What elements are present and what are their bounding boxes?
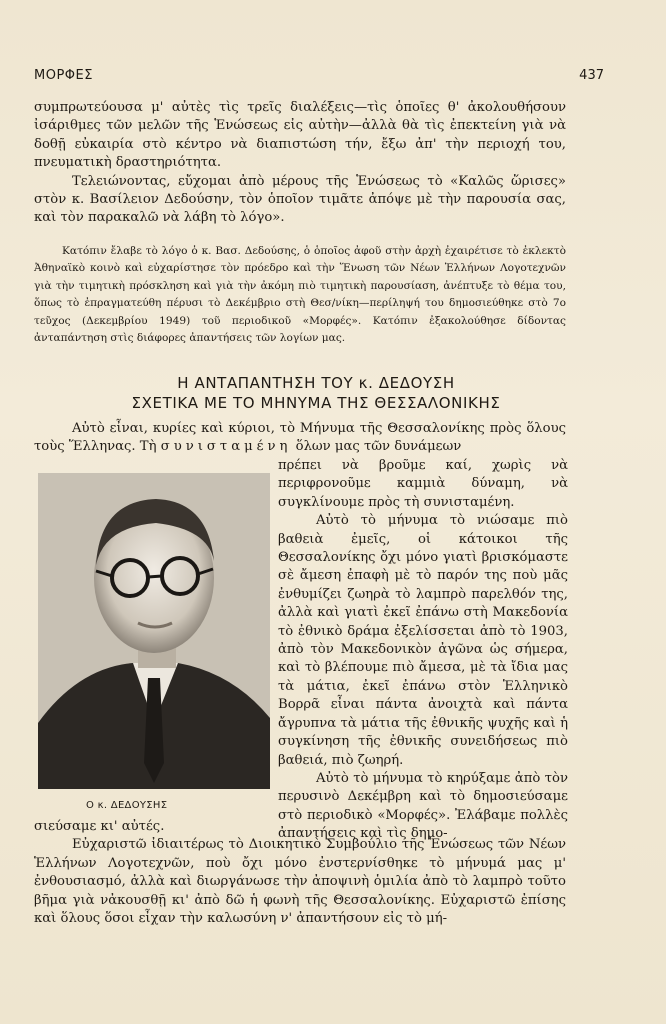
body-p1-start: Αὐτὸ εἶναι, κυρίες καὶ κύριοι, τὸ Μήνυμα τῆς Θεσσαλονίκης πρὸς ὅλους τοὺς Ἕλληνας. Τὴ bbox=[34, 421, 566, 455]
body-paragraph-4: Εὐχαριστῶ ἰδιαιτέρως τὸ Διοικητικὸ Συμβούλιο τῆς Ἑνώσεως τῶν Νέων Ἑλλήνων Λογοτεχνῶν, ποὺ ὄχι μόνο ἐνστερνίσθηκε τὸ μήνυμά μας μ' ἐνθουσιασμό, ἀλλὰ καὶ διωργάνωσε τὴν ἀποψινὴ ὁμιλία ἀπὸ τὸ λαμπρὸ τοῦτο βῆμα γιὰ νἀκουσθῇ κι' ἀπὸ δῶ ἡ φωνὴ τῆς Θεσσαλονίκης. Εὐχαριστῶ ἐπίσης καὶ ὅλους ὅσοι εἶχαν τὴν καλωσύνη ν' ἀπαντήσουν εἰς τὸ μή- bbox=[34, 837, 566, 927]
journal-title: ΜΟΡΦΕΣ bbox=[34, 68, 93, 83]
editorial-note bbox=[34, 243, 566, 347]
portrait-photo bbox=[38, 473, 270, 789]
body-paragraph-2: Αὐτὸ τὸ μήνυμα τὸ νιώσαμε πιὸ βαθειὰ ἐμεῖς, οἱ κάτοικοι τῆς Θεσσαλονίκης ὄχι μόνο γιατὶ βρισκόμαστε σὲ ἄμεση ἐπαφὴ μὲ τὸ παρόν της ποὺ μᾶς ἐνθυμίζει ζωηρὰ τὸ λαμπρὸ παρελθόν της, ἀλλὰ καὶ γιατὶ ἐκεῖ ἐπάνω στὴ Μακεδονία τὸ ἐθνικὸ δράμα ἐξελίσσεται ἀπὸ τὸ 1903, ἀπὸ τὸν Μακεδονικὸν ἀγῶνα ὡς σήμερα, καὶ τὸ βλέπουμε πιὸ ἄμεσα, μὲ τὰ ἴδια μας τὰ μάτια, ἐκεῖ ἐπάνω στὸν Ἑλληνικὸ Βορρᾶ εἶναι πάντα ἀνοιχτὰ καὶ πάντα ἄγρυπνα τὰ μάτια τῆς ἐθνικῆς ψυχῆς καὶ ἡ συγκίνηση τῆς ἐθνικῆς συνειδήσεως πιὸ βαθειά, πιὸ ζωηρή. bbox=[278, 513, 568, 768]
body-closing bbox=[34, 818, 566, 928]
heading-line-2: ΣΧΕΤΙΚΑ ΜΕ ΤΟ ΜΗΝΥΜΑ ΤΗΣ ΘΕΣΣΑΛΟΝΙΚΗΣ bbox=[131, 394, 501, 412]
right-column-text bbox=[278, 457, 568, 844]
body-p3-end: σιεύσαμε κι' αὐτές. bbox=[34, 819, 165, 834]
body-p1-spaced-word: συνισταμένη bbox=[160, 439, 292, 455]
article-heading bbox=[34, 373, 598, 413]
portrait-illustration bbox=[38, 473, 270, 789]
body-paragraph-1 bbox=[34, 420, 566, 457]
body-paragraph-3: Αὐτὸ τὸ μήνυμα τὸ κηρύξαμε ἀπὸ τὸν περυσινὸ Δεκέμβρη καὶ τὸ δημοσιεύσαμε στὸ περιοδικὸ «Μορφές». Ἐλάβαμε πολλὲς ἀπαντήσεις καὶ τὶς δημο- bbox=[278, 770, 568, 842]
intro-paragraph-2: Τελειώνοντας, εὔχομαι ἀπὸ μέρους τῆς Ἑνώσεως τὸ «Καλῶς ὥρισες» στὸν κ. Βασίλειον Δεδούσην, τὸν ὁποῖον τιμᾶτε ἀπόψε μὲ τὴν παρουσία σας, καὶ τὸν παρακαλῶ νὰ λάβη τὸ λόγο». bbox=[34, 173, 566, 226]
note-paragraph: Κατόπιν ἔλαβε τὸ λόγο ὁ κ. Βασ. Δεδούσης, ὁ ὁποῖος ἀφοῦ στὴν ἀρχὴ ἐχαιρέτισε τὸ ἐκλεκτὸ Ἀθηναϊκὸ κοινὸ καὶ εὐχαρίστησε τὸν πρόεδρο καὶ τὴν Ἕνωση τῶν Νέων Ἑλλήνων Λογοτεχνῶν γιὰ τὴν τιμητικὴ πρόσκληση καὶ γιὰ τὴν ἀκόμη πιὸ τιμητικὴ παρουσίαση, ἀνέπτυξε τὸ θέμα του, ὅπως τὸ ἐπραγματεύθη πέρυσι τὸ Δεκέμβριο στὴ Θεσ/νίκη—περίληψή του δημοσιεύθηκε στὸ 7ο τεῦχος (Δεκεμβρίου 1949) τοῦ περιοδικοῦ «Μορφές». Κατόπιν ἐξακολούθησε δίδοντας ἀνταπάντηση στὶς διάφορες ἀπαντήσεις τῶν λογίων μας. bbox=[34, 245, 566, 345]
photo-caption: Ο κ. ΔΕΔΟΥΣΗΣ bbox=[86, 800, 168, 811]
heading-line-1: Η ΑΝΤΑΠΑΝΤΗΣΗ ΤΟΥ κ. ΔΕΔΟΥΣΗ bbox=[177, 374, 455, 392]
intro-paragraph-1: συμπρωτεύουσα μ' αὐτὲς τὶς τρεῖς διαλέξεις—τὶς ὁποῖες θ' ἀκολουθήσουν ἰσάριθμες τῶν μελῶν τῆς Ἑνώσεως εἰς αὐτὴν—ἀλλὰ θὰ τὶς ἐπεκτείνη γιὰ νὰ δοθῇ εὐκαιρία στὸ κέντρο νὰ διαπιστώση τήν, ἔξω ἀπ' τὴν περιοχή του, πνευματικὴ δραστηριότητα. bbox=[34, 100, 566, 171]
body-p1-right: πρέπει νὰ βροῦμε καί, χωρὶς νὰ περιφρονοῦμε καμμιὰ δύναμη, νὰ συγκλίνουμε πρὸς τὴ συνισταμένη. bbox=[278, 458, 568, 510]
body-p1-end: ὅλων μας τῶν δυνάμεων bbox=[295, 439, 462, 455]
intro-text bbox=[34, 99, 566, 228]
running-header bbox=[34, 68, 604, 83]
page-number: 437 bbox=[579, 68, 604, 83]
body-opening bbox=[34, 420, 566, 457]
